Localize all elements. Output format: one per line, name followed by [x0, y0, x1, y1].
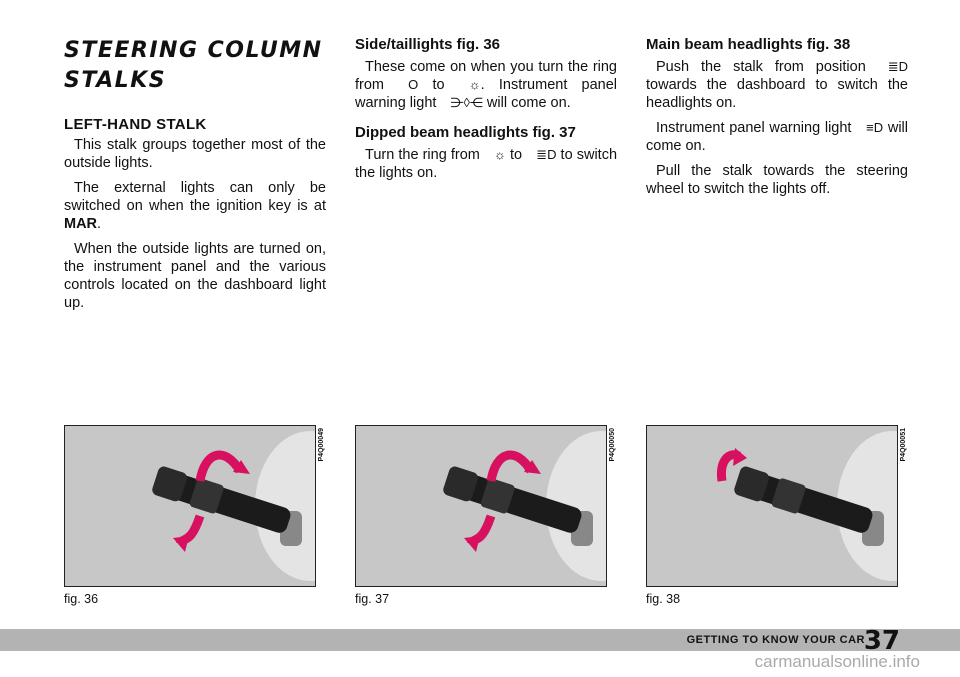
sidelight-warning-icon: ⋺◊⋲ — [450, 95, 483, 110]
column-right — [646, 36, 908, 205]
figure-code: P4Q00050 — [609, 428, 616, 462]
section-name: GETTING TO KNOW YOUR CAR — [686, 634, 865, 646]
column-left — [64, 36, 326, 319]
figure-37-illustration — [355, 425, 607, 587]
watermark: carmanualsonline.info — [754, 652, 920, 671]
paragraph: Pull the stalk towards the steering wheel to switch the lights off. — [646, 163, 908, 197]
figure-code: P4Q00049 — [318, 428, 325, 462]
heading-side-taillights: Side/taillights fig. 36 — [355, 36, 501, 53]
paragraph: When the outside lights are turned on, the instrument panel and the various controls located on the dashboard light up. — [64, 241, 326, 311]
dipped-beam-icon: ≣D — [536, 147, 557, 162]
figure-caption: fig. 37 — [355, 592, 390, 606]
figure-caption: fig. 38 — [646, 592, 681, 606]
heading-dipped-beam: Dipped beam headlights fig. 37 — [355, 124, 576, 141]
sidelight-icon: ☼ — [468, 77, 481, 92]
paragraph: These come on when you turn the ring from O to ☼. Instrument panel warning light ⋺◊⋲ will come on. — [355, 59, 617, 111]
figure-caption: fig. 36 — [64, 592, 99, 606]
paragraph: This stalk groups together most of the outside lights. — [64, 137, 326, 171]
paragraph: Instrument panel warning light ≡D will come on. — [646, 120, 908, 154]
page-number: 37 — [863, 626, 900, 656]
column-middle — [355, 36, 617, 189]
dipped-beam-icon: ≣D — [887, 59, 908, 74]
paragraph: Push the stalk from position ≣D towards the dashboard to switch the headlights on. — [646, 59, 908, 111]
paragraph: The external lights can only be switched on when the ignition key is at MAR. — [64, 180, 326, 232]
figure-36-illustration — [64, 425, 316, 587]
off-ring-icon: O — [408, 77, 419, 92]
section-heading-left-hand-stalk: LEFT-HAND STALK — [64, 116, 207, 133]
sidelight-icon: ☼ — [493, 147, 506, 162]
paragraph: Turn the ring from ☼ to ≣D to switch the lights on. — [355, 147, 618, 181]
page-footer — [0, 626, 960, 656]
page-title: STEERING COLUMN STALKS — [64, 38, 323, 93]
figure-code: P4Q00051 — [900, 428, 907, 462]
figure-38-illustration — [646, 425, 898, 587]
heading-main-beam: Main beam headlights fig. 38 — [646, 36, 851, 53]
main-beam-icon: ≡D — [866, 120, 884, 135]
